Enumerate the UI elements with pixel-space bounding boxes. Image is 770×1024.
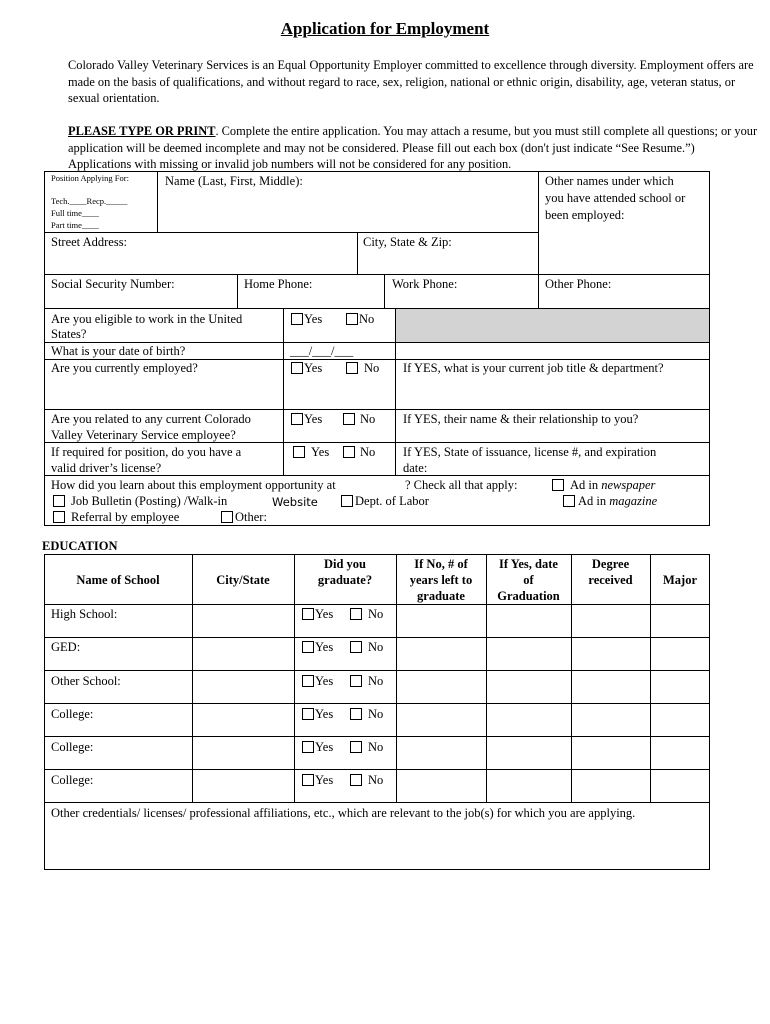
employed-yes-label: Yes: [304, 361, 323, 375]
magazine-checkbox[interactable]: [563, 495, 575, 507]
yes-label: Yes: [315, 674, 334, 688]
education-heading: EDUCATION: [42, 539, 118, 553]
employed-no-label: No: [364, 361, 380, 375]
employed-yes-checkbox[interactable]: [291, 362, 303, 374]
referral-label: Referral by employee: [71, 510, 180, 524]
other-source-label: Other:: [235, 510, 267, 524]
instructions-body: . Complete the entire application. You may attach a resume, but you must still complete all questions; or your application will be deemed incomplete and may not be considered. Please fill out each box (don't just indicate “See Resume.”) Applications with missing or invalid job numbers will not be considered for any position.: [68, 124, 758, 171]
credentials-label: Other credentials/ licenses/ professional affiliations, etc., which are relevant to the job(s) for which you are applying.: [51, 806, 636, 820]
eligible-yes-label: Yes: [304, 312, 323, 326]
divider: [44, 769, 710, 770]
header-degree-received: Degree received: [588, 557, 633, 587]
part-time-option[interactable]: Part time____: [51, 220, 99, 230]
eligible-no-checkbox[interactable]: [346, 313, 358, 325]
no-label: No: [368, 773, 384, 787]
job-bulletin-label: Job Bulletin (Posting) /Walk-in: [71, 494, 228, 508]
magazine-option: Ad in magazine: [578, 494, 658, 508]
ged-no-checkbox[interactable]: [350, 641, 362, 653]
work-phone-label: Work Phone:: [392, 277, 458, 291]
job-bulletin-checkbox[interactable]: [53, 495, 65, 507]
related-no-checkbox[interactable]: [343, 413, 355, 425]
employed-question: Are you currently employed?: [51, 361, 198, 375]
no-label: No: [368, 640, 384, 654]
divider: [395, 342, 396, 360]
related-question-line-2: Valley Veterinary Service employee?: [51, 428, 236, 442]
header-city-state: City/State: [216, 573, 270, 587]
divider: [44, 604, 710, 605]
no-label: No: [368, 674, 384, 688]
street-address-label: Street Address:: [51, 235, 128, 249]
header-major: Major: [662, 573, 697, 587]
license-no-label: No: [360, 445, 376, 459]
divider: [44, 670, 710, 671]
high-school-no-checkbox[interactable]: [350, 608, 362, 620]
college-2-no-checkbox[interactable]: [350, 741, 362, 753]
dept-labor-label: Dept. of Labor: [355, 494, 429, 508]
header-graduation-date: If Yes, date of Graduation: [497, 557, 560, 603]
yes-label: Yes: [315, 607, 334, 621]
row-label-other-school: Other School:: [51, 674, 121, 688]
other-school-yes-checkbox[interactable]: [302, 675, 314, 687]
divider: [44, 736, 710, 737]
eligible-yes-checkbox[interactable]: [291, 313, 303, 325]
row-label-high-school: High School:: [51, 607, 118, 621]
no-label: No: [368, 707, 384, 721]
related-yes-label: Yes: [304, 412, 323, 426]
website-label: Website: [272, 495, 318, 509]
college-2-yes-checkbox[interactable]: [302, 741, 314, 753]
license-detail-line-2: date:: [403, 461, 428, 475]
row-label-college-3: College:: [51, 773, 94, 787]
related-question-line-1: Are you related to any current Colorado: [51, 412, 251, 426]
yes-label: Yes: [315, 773, 334, 787]
ssn-label: Social Security Number:: [51, 277, 175, 291]
other-school-no-checkbox[interactable]: [350, 675, 362, 687]
employed-no-checkbox[interactable]: [346, 362, 358, 374]
related-detail-label: If YES, their name & their relationship to you?: [403, 412, 639, 426]
row-label-college-1: College:: [51, 707, 94, 721]
related-yes-checkbox[interactable]: [291, 413, 303, 425]
check-all-label: ? Check all that apply:: [405, 478, 518, 492]
college-1-yes-checkbox[interactable]: [302, 708, 314, 720]
city-state-zip-label: City, State & Zip:: [363, 235, 452, 249]
related-no-label: No: [360, 412, 376, 426]
other-names-line-3: been employed:: [545, 208, 625, 222]
college-3-no-checkbox[interactable]: [350, 774, 362, 786]
divider: [650, 554, 651, 803]
instructions: [68, 123, 758, 173]
college-1-no-checkbox[interactable]: [350, 708, 362, 720]
employed-detail-label: If YES, what is your current job title & department?: [403, 361, 664, 375]
dept-labor-checkbox[interactable]: [341, 495, 353, 507]
no-label: No: [368, 740, 384, 754]
tech-recp-option[interactable]: Tech.____Recp._____: [51, 196, 128, 206]
row-label-college-2: College:: [51, 740, 94, 754]
page-title: Application for Employment: [280, 19, 490, 38]
header-name-of-school: Name of School: [76, 573, 160, 587]
yes-label: Yes: [315, 707, 334, 721]
license-no-checkbox[interactable]: [343, 446, 355, 458]
referral-question: How did you learn about this employment opportunity at: [51, 478, 336, 492]
dob-field[interactable]: ___/___/___: [290, 344, 354, 358]
other-source-checkbox[interactable]: [221, 511, 233, 523]
position-label: Position Applying For:: [51, 173, 129, 183]
divider: [294, 554, 295, 803]
dob-question: What is your date of birth?: [51, 344, 186, 358]
license-yes-checkbox[interactable]: [293, 446, 305, 458]
college-3-yes-checkbox[interactable]: [302, 774, 314, 786]
license-yes-label: Yes: [311, 445, 330, 459]
high-school-yes-checkbox[interactable]: [302, 608, 314, 620]
header-did-you-graduate: Did you graduate?: [317, 557, 373, 587]
header-years-left: If No, # of years left to graduate: [409, 557, 473, 603]
instructions-lead: PLEASE TYPE OR PRINT: [68, 124, 216, 138]
no-label: No: [368, 607, 384, 621]
newspaper-checkbox[interactable]: [552, 479, 564, 491]
full-time-option[interactable]: Full time____: [51, 208, 99, 218]
eligible-question-line-1: Are you eligible to work in the United: [51, 312, 243, 326]
yes-label: Yes: [315, 640, 334, 654]
divider: [571, 554, 572, 803]
divider: [44, 802, 710, 803]
license-question-line-1: If required for position, do you have a: [51, 445, 242, 459]
divider: [192, 554, 193, 803]
other-phone-label: Other Phone:: [545, 277, 612, 291]
referral-checkbox[interactable]: [53, 511, 65, 523]
home-phone-label: Home Phone:: [244, 277, 313, 291]
name-label: Name (Last, First, Middle):: [165, 174, 303, 188]
ged-yes-checkbox[interactable]: [302, 641, 314, 653]
newspaper-option: Ad in newspaper: [570, 478, 656, 492]
yes-label: Yes: [315, 740, 334, 754]
other-names-line-1: Other names under which: [545, 174, 674, 188]
divider: [44, 703, 710, 704]
license-question-line-2: valid driver’s license?: [51, 461, 162, 475]
shaded-cell-border: [395, 308, 710, 343]
eligible-no-label: No: [359, 312, 375, 326]
eeo-statement: Colorado Valley Veterinary Services is an Equal Opportunity Employer committed to excellence through diversity. Employment offers are made on the basis of qualifications, and without regard to race, sex, religion, national or ethnic origin, disability, age, veteran status, or sexual orientation.: [68, 58, 754, 105]
row-label-ged: GED:: [51, 640, 81, 654]
eligible-question-line-2: States?: [51, 327, 87, 341]
other-names-line-2: you have attended school or: [545, 191, 686, 205]
divider: [44, 637, 710, 638]
credentials-field[interactable]: [45, 822, 709, 869]
license-detail-line-1: If YES, State of issuance, license #, and expiration: [403, 445, 657, 459]
